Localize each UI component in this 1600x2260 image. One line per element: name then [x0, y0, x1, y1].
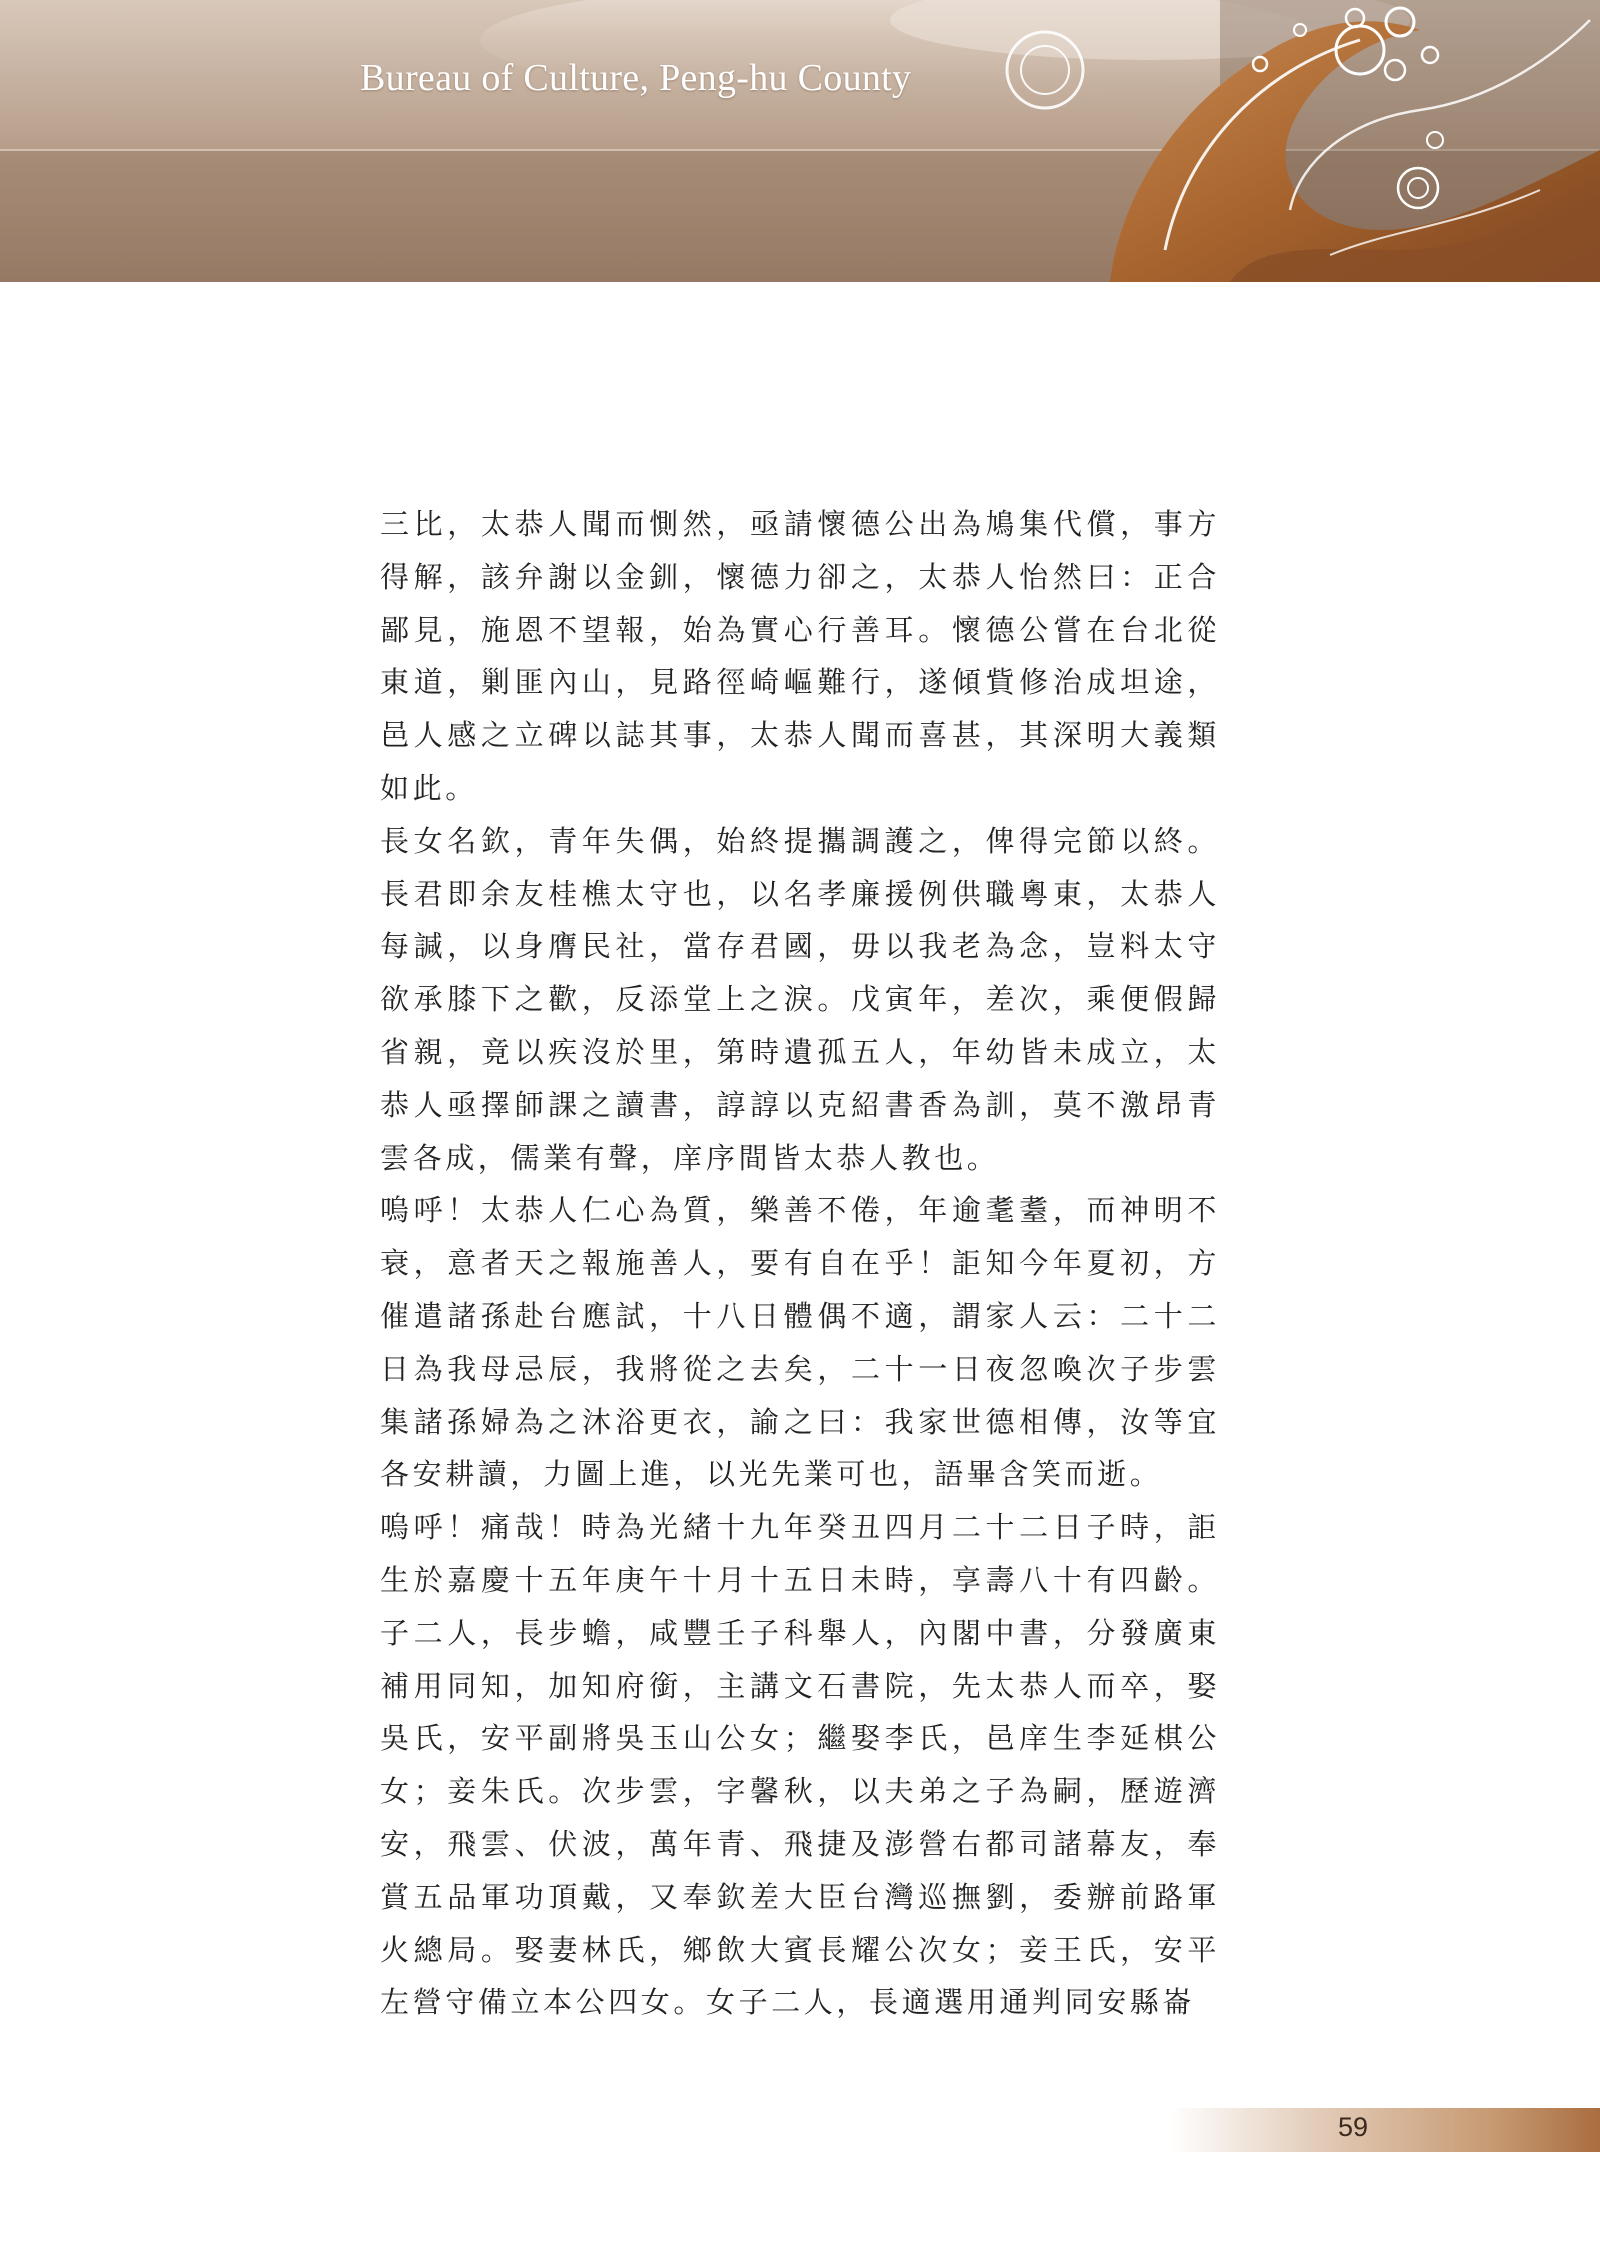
paragraph: 長女名欽，青年失偶，始終提攜調護之，俾得完節以終。長君即余友桂樵太守也，以名孝廉援例供職粵東，太恭人每諴，以身膺民社，當存君國，毋以我老為念，豈料太守欲承膝下之歡，反添堂上之淚。戊寅年，差次，乘便假歸省親，竟以疾沒於里，第時遺孤五人，年幼皆未成立，太恭人亟擇師課之讀書，諄諄以克紹書香為訓，莫不激昂青雲各成，儒業有聲，庠序間皆太恭人教也。	[380, 823, 1220, 1175]
page-number: 59	[1338, 2112, 1369, 2142]
footer-bar	[1170, 2108, 1600, 2152]
paragraph: 嗚呼！太恭人仁心為質，樂善不倦，年逾耄耋，而神明不衰，意者天之報施善人，要有自在乎！詎知今年夏初，方催遣諸孫赴台應試，十八日體偶不適，謂家人云：二十二日為我母忌辰，我將從之去矣，二十一日夜忽喚次子步雲集諸孫婦為之沐浴更衣，諭之曰：我家世德相傳，汝等宜各安耕讀，力圖上進，以光先業可也，語畢含笑而逝。	[380, 1193, 1220, 1492]
paragraph: 三比，太恭人聞而惻然，亟請懷德公出為鳩集代償，事方得解，該弁謝以金釧，懷德力卻之，太恭人怡然曰：正合鄙見，施恩不望報，始為實心行善耳。懷德公嘗在台北從東道，剿匪內山，見路徑崎嶇難行，遂傾貲修治成坦途，邑人感之立碑以誌其事，太恭人聞而喜甚，其深明大義類如此。	[380, 507, 1220, 805]
header-title: Bureau of Culture, Peng-hu County	[360, 57, 912, 99]
paragraph: 嗚呼！痛哉！時為光緒十九年癸丑四月二十二日子時，詎生於嘉慶十五年庚午十月十五日未時，享壽八十有四齡。子二人，長步蟾，咸豐壬子科舉人，內閣中書，分發廣東補用同知，加知府銜，主講文石書院，先太恭人而卒，娶吳氏，安平副將吳玉山公女；繼娶李氏，邑庠生李延棋公女；妾朱氏。次步雲，字馨秋，以夫弟之子為嗣，歷遊濟安，飛雲、伏波，萬年青、飛捷及澎營右都司諸幕友，奉賞五品軍功頂戴，又奉欽差大臣台灣巡撫劉，委辦前路軍火總局。娶妻林氏，鄉飲大賓長耀公次女；妾王氏，安平左營守備立本公四女。女子二人，長適選用通判同安縣崙	[380, 1510, 1220, 2020]
seascape-decoration	[0, 0, 1600, 282]
header-banner	[0, 0, 1600, 282]
body-text	[380, 498, 1220, 2029]
